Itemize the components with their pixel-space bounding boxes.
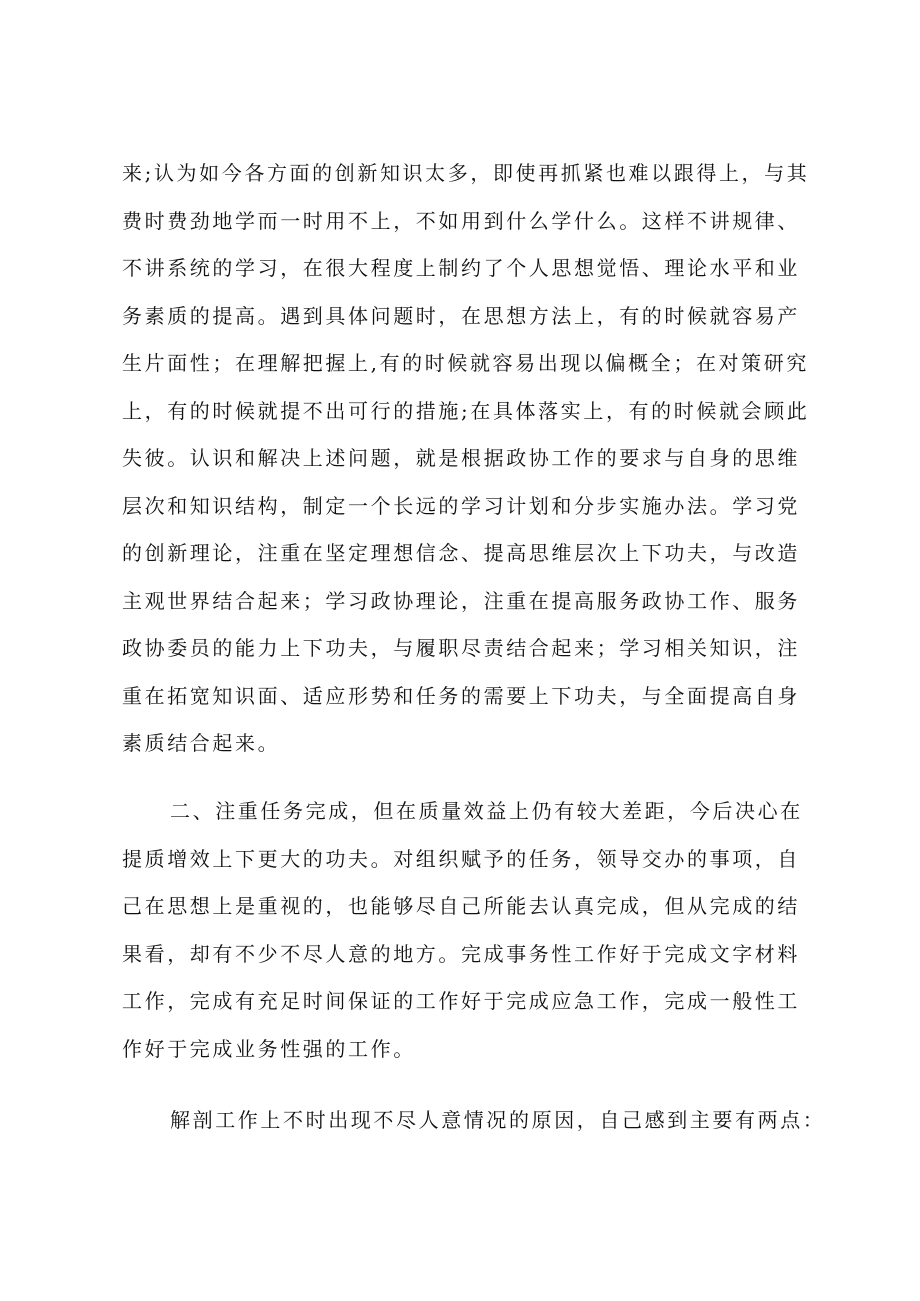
- text-line: 果看，却有不少不尽人意的地方。完成事务性工作好于完成文字材料: [122, 941, 800, 966]
- text-line: 费时费劲地学而一时用不上，不如用到什么学什么。这样不讲规律、: [122, 208, 800, 233]
- text-line: 政协委员的能力上下功夫，与履职尽责结合起来；学习相关知识，注: [122, 636, 800, 660]
- paragraph-1: [122, 150, 832, 768]
- text-line: 解剖工作上不时出现不尽人意情况的原因，自己感到主要有两点：: [170, 1108, 826, 1132]
- text-line: 上，有的时候就提不出可行的措施;在具体落实上，有的时候就会顾此: [122, 398, 810, 423]
- text-line: 来;认为如今各方面的创新知识太多，即使再抓紧也难以跟得上，与其: [122, 161, 810, 185]
- text-line: 的创新理论，注重在坚定理想信念、提高思维层次上下功夫，与改造: [122, 541, 800, 565]
- text-line: 重在拓宽知识面、适应形势和任务的需要上下功夫，与全面提高自身: [122, 683, 800, 708]
- text-line: 工作，完成有充足时间保证的工作好于完成应急工作，完成一般性工: [122, 989, 800, 1013]
- text-line: 作好于完成业务性强的工作。: [122, 1036, 416, 1061]
- text-line: 不讲系统的学习，在很大程度上制约了个人思想觉悟、理论水平和业: [122, 256, 800, 280]
- text-line: 务素质的提高。遇到具体问题时，在思想方法上，有的时候就容易产: [122, 303, 800, 328]
- text-line: 提质增效上下更大的功夫。对组织赋予的任务，领导交办的事项，自: [122, 846, 800, 871]
- text-line: 素质结合起来。: [122, 731, 281, 755]
- text-line: 二、注重任务完成，但在质量效益上仍有较大差距，今后决心在: [170, 799, 803, 823]
- text-line: 己在思想上是重视的，也能够尽自己所能去认真完成，但从完成的结: [122, 894, 800, 918]
- text-line: 生片面性；在理解把握上,有的时候就容易出现以偏概全；在对策研究: [122, 351, 809, 375]
- text-line: 主观世界结合起来；学习政协理论，注重在提高服务政协工作、服务: [122, 588, 800, 613]
- paragraph-3: [122, 1097, 832, 1145]
- paragraph-2: [122, 788, 832, 1073]
- text-line: 层次和知识结构，制定一个长远的学习计划和分步实施办法。学习党: [122, 493, 800, 518]
- text-line: 失彼。认识和解决上述问题，就是根据政协工作的要求与自身的思维: [122, 446, 800, 470]
